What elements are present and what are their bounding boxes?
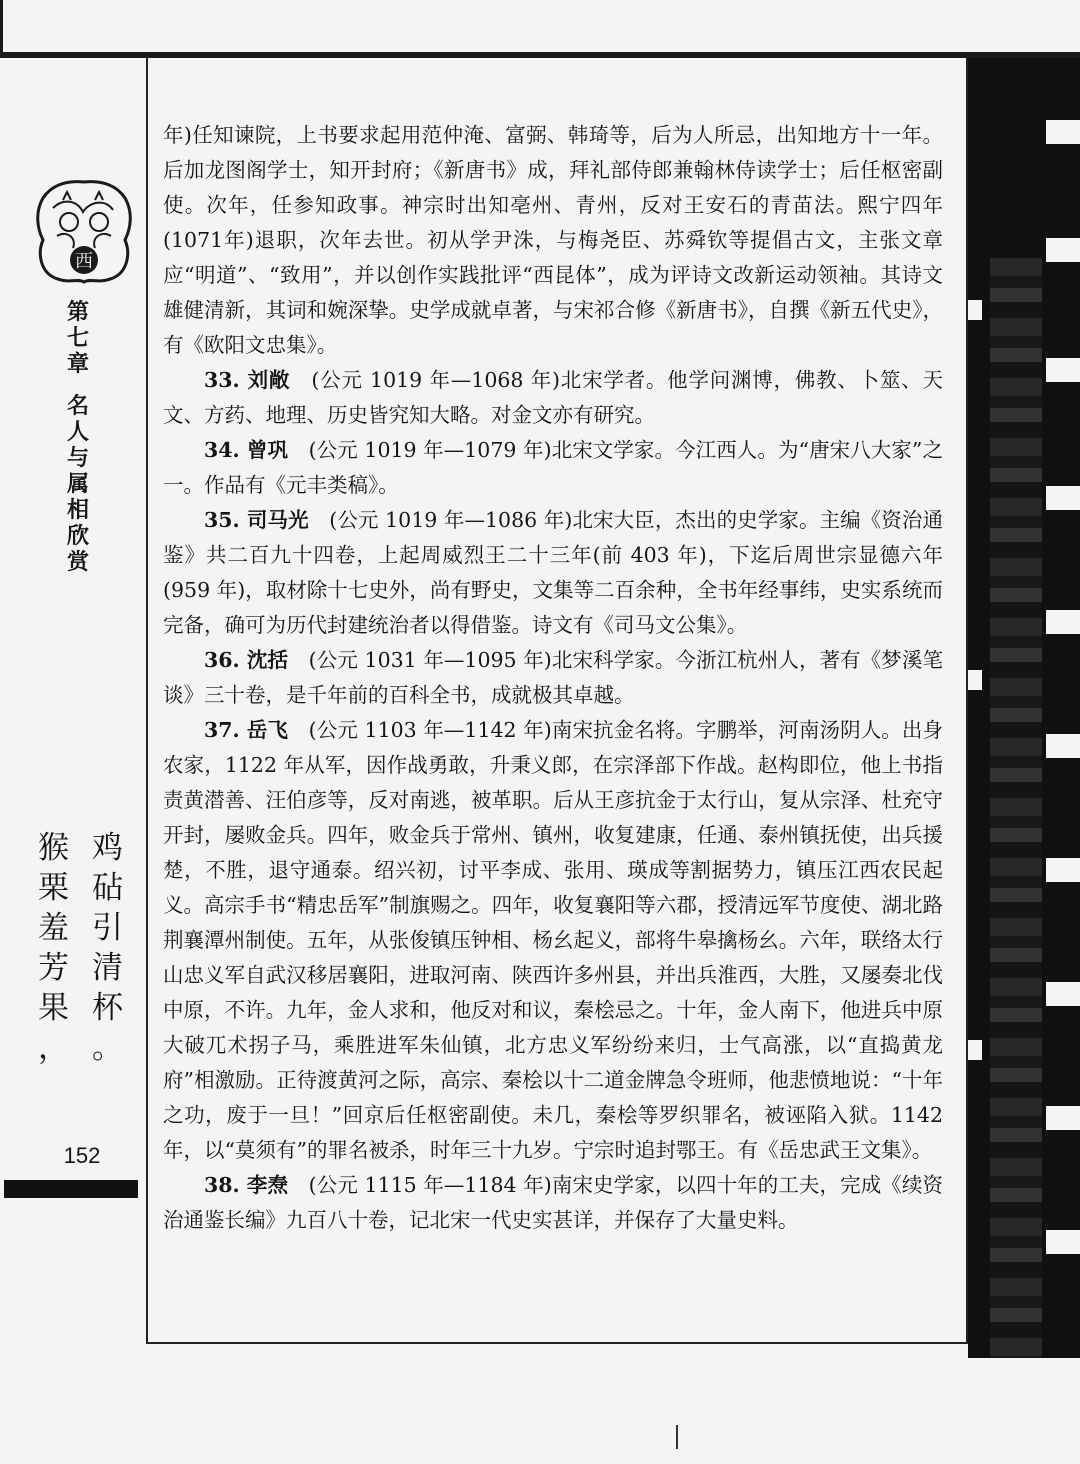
- poem-char: 芳: [38, 950, 69, 986]
- page-number-bar: [4, 1180, 138, 1198]
- poem-char: 果: [38, 990, 69, 1026]
- chapter-char: 属: [66, 472, 89, 497]
- film-hole: [1046, 120, 1080, 144]
- chapter-char: 赏: [66, 550, 89, 575]
- film-hole: [1046, 734, 1080, 758]
- film-hole: [1046, 486, 1080, 510]
- entry-body: (公元 1115 年—1184 年)南宋史学家，以四十年的工夫，完成《续资治通鉴长编》九百八十卷，记北宋一代史实甚详，并保存了大量史料。: [163, 1173, 943, 1232]
- film-hole: [1046, 358, 1080, 382]
- entry-body: (公元 1103 年—1142 年)南宋抗金名将。字鹏举，河南汤阴人。出身农家，1122 年从军，因作战勇敢，升秉义郎，在宗泽部下作战。赵构即位，他上书指责黄潜善、汪伯彦等，反对南逃，被革职。后从王彦抗金于太行山，复从宗泽、杜充守开封，屡败金兵。四年，败金兵于常州、镇州，收复建康，任通、泰州镇抚使，出兵援楚，不胜，退守通泰。绍兴初，讨平李成、张用、瑛成等割据势力，镇压江西农民起义。高宗手书“精忠岳军”制旗赐之。四年，收复襄阳等六郡，授清远军节度使、湖北路荆襄潭州制使。五年，从张俊镇压钟相、杨幺起义，部将牛皋擒杨幺。六年，联络太行山忠义军自武汉移居襄阳，进取河南、陕西许多州县，并出兵淮西，大胜，又屡奏北伐中原，不许。九年，金人求和，他反对和议，秦桧忌之。十年，金人南下，他进兵中原大破兀术拐子马，乘胜进军朱仙镇，北方忠义军纷纷来归，士气高涨，以“直捣黄龙府”相激励。正待渡黄河之际，高宗、秦桧以十二道金牌急令班师，他悲愤地说：“十年之功，废于一旦！”回京后任枢密副使。未几，秦桧等罗织罪名，被诬陷入狱。1142 年，以“莫须有”的罪名被杀，时年三十九岁。宁宗时追封鄂王。有《岳忠武王文集》。: [163, 718, 943, 1162]
- left-column-rule: [146, 58, 148, 1343]
- poem-char: 鸡: [92, 830, 123, 866]
- film-hole: [968, 300, 982, 320]
- bottom-tick-mark: [676, 1425, 678, 1449]
- chapter-char: 第: [66, 300, 89, 325]
- entry-paragraph: [163, 433, 943, 503]
- film-hole: [1046, 238, 1080, 262]
- film-hole: [968, 1040, 982, 1060]
- poem-char: 栗: [38, 870, 69, 906]
- chapter-char: 章: [66, 352, 89, 377]
- poem-char: ，: [38, 1030, 69, 1066]
- film-hole: [968, 670, 982, 690]
- film-hole: [1046, 610, 1080, 634]
- entry-paragraph: [163, 503, 943, 643]
- poem-char: 猴: [38, 830, 69, 866]
- bleed-through-text: [990, 258, 1042, 1358]
- chapter-char: 欣: [66, 524, 89, 549]
- entry-heading: 37. 岳飞: [204, 718, 289, 742]
- page-left-border: [0, 0, 3, 56]
- chapter-char: 相: [66, 498, 89, 523]
- entry-body: (公元 1019 年—1079 年)北宋文学家。今江西人。为“唐宋八大家”之一。作品有《元丰类稿》。: [163, 438, 943, 497]
- poem-char: 。: [92, 1030, 123, 1066]
- poem-char: 清: [92, 950, 123, 986]
- chapter-title: [64, 300, 92, 576]
- zodiac-emblem-icon: [33, 178, 135, 286]
- entry-body: (公元 1031 年—1095 年)北宋科学家。今浙江杭州人，著有《梦溪笔谈》三十卷，是千年前的百科全书，成就极其卓越。: [163, 648, 943, 707]
- entry-heading: 35. 司马光: [204, 508, 309, 532]
- chapter-char: 人: [66, 420, 89, 445]
- film-hole: [1046, 1106, 1080, 1130]
- chapter-char: 七: [66, 326, 89, 351]
- entry-heading: 38. 李焘: [204, 1173, 289, 1197]
- intro-paragraph: 年)任知谏院，上书要求起用范仲淹、富弼、韩琦等，后为人所忌，出知地方十一年。后加龙图阁学士，知开封府；《新唐书》成，拜礼部侍郎兼翰林侍读学士；后任枢密副使。次年，任参知政事。神宗时出知亳州、青州，反对王安石的青苗法。熙宁四年(1071年)退职，次年去世。初从学尹洙，与梅尧臣、苏舜钦等提倡古文，主张文章应“明道”、“致用”，并以创作实践批评“西昆体”，成为评诗文改新运动领袖。其诗文雄健清新，其词和婉深挚。史学成就卓著，与宋祁合修《新唐书》，自撰《新五代史》，有《欧阳文忠集》。: [163, 123, 943, 357]
- film-hole: [1046, 1230, 1080, 1254]
- filmstrip-border: [968, 58, 1080, 1358]
- entry-heading: 33. 刘敞: [204, 368, 291, 392]
- page-body: [163, 118, 943, 1238]
- poem-line-right: [92, 828, 123, 1068]
- poem-char: 羞: [38, 910, 69, 946]
- entry-paragraph: [163, 1168, 943, 1238]
- poem-char: 杯: [92, 990, 123, 1026]
- entry-body: (公元 1019 年—1086 年)北宋大臣，杰出的史学家。主编《资治通鉴》共二百九十四卷，上起周威烈王二十三年(前 403 年)，下迄后周世宗显德六年(959 年)，取材除十七史外，尚有野史，文集等二百余种，全书年经事纬，史实系统而完备，确可为历代封建统治者以得借鉴。诗文有《司马文公集》。: [163, 508, 943, 637]
- chapter-char: 名: [66, 394, 89, 419]
- entry-paragraph: [163, 363, 943, 433]
- chapter-char: 与: [66, 446, 89, 471]
- top-border-rule: [0, 52, 1080, 58]
- entry-paragraph: [163, 713, 943, 1168]
- film-hole: [1046, 858, 1080, 882]
- poem-char: 引: [92, 910, 123, 946]
- page-number: 152: [63, 1143, 101, 1168]
- entry-heading: 34. 曾巩: [204, 438, 289, 462]
- entry-body: (公元 1019 年—1068 年)北宋学者。他学问渊博，佛教、卜筮、天文、方药、地理、历史皆究知大略。对金文亦有研究。: [163, 368, 943, 427]
- entry-heading: 36. 沈括: [204, 648, 289, 672]
- poem-line-left: [38, 828, 69, 1068]
- bottom-frame-rule: [146, 1342, 968, 1344]
- film-hole: [1046, 982, 1080, 1006]
- entry-paragraph: [163, 643, 943, 713]
- emblem-label: 西: [75, 251, 93, 272]
- poem-char: 砧: [92, 870, 123, 906]
